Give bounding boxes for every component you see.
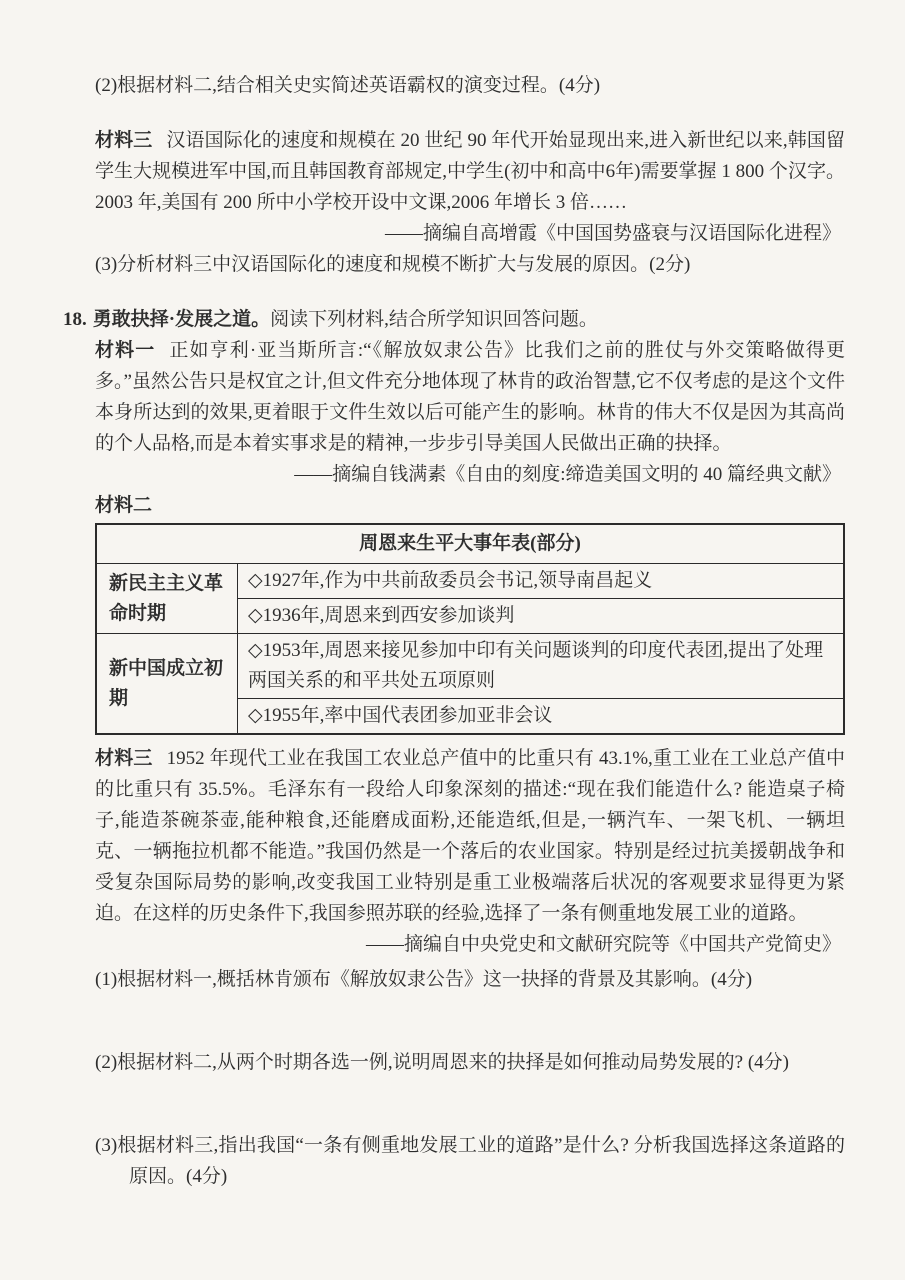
material-one-text: 正如亨利·亚当斯所言:“《解放奴隶公告》比我们之前的胜仗与外交策略做得更多。”虽然公告只是权宜之计,但文件充分地体现了林肯的政治智慧,它不仅考虑的是这个文件本身所达到的效果,更着眼于文件生效以后可能产生的影响。林肯的伟大不仅是因为其高尚的个人品格,而是本着实事求是的精神,一步步引导美国人民做出正确的抉择。 — [95, 340, 845, 454]
material-one-label: 材料一 — [95, 340, 156, 361]
material-three-prev-text: 汉语国际化的速度和规模在 20 世纪 90 年代开始显现出来,进入新世纪以来,韩国留学生大规模进军中国,而且韩国教育部规定,中学生(初中和高中6年)需要掌握 1 800 个汉字。2003 年,美国有 200 所中小学校开设中文课,2006 年增长 3 倍…… — [95, 130, 845, 213]
material-one — [95, 335, 845, 459]
table-row — [96, 634, 844, 699]
question-18-instruction: 阅读下列材料,结合所学知识回答问题。 — [270, 309, 598, 330]
question-18-topic: 勇敢抉择·发展之道。 — [92, 309, 271, 330]
event-cell-1955: ◇1955年,率中国代表团参加亚非会议 — [238, 699, 845, 735]
event-cell-1953: ◇1953年,周恩来接见参加中印有关问题谈判的印度代表团,提出了处理两国关系的和平共处五项原则 — [238, 634, 845, 699]
table-row — [96, 564, 844, 599]
material-one-source: ——摘编自钱满素《自由的刻度:缔造美国文明的 40 篇经典文献》 — [294, 464, 841, 485]
question-18-heading — [63, 304, 845, 335]
material-three-text: 1952 年现代工业在我国工农业总产值中的比重只有 43.1%,重工业在工业总产值中的比重只有 35.5%。毛泽东有一段给人印象深刻的描述:“现在我们能造什么? 能造桌子椅子,能造茶碗茶壶,能种粮食,还能磨成面粉,还能造纸,但是,一辆汽车、一架飞机、一辆坦克、一辆拖拉机都不能造。”我国仍然是一个落后的农业国家。特别是经过抗美援朝战争和受复杂国际局势的影响,改变我国工业特别是重工业极端落后状况的客观要求显得更为紧迫。在这样的历史条件下,我国参照苏联的经验,选择了一条有侧重地发展工业的道路。 — [95, 748, 845, 924]
period-cell-revolution-era: 新民主主义革命时期 — [96, 564, 238, 634]
event-cell-1936: ◇1936年,周恩来到西安参加谈判 — [238, 599, 845, 634]
event-cell-1927: ◇1927年,作为中共前敌委员会书记,领导南昌起义 — [238, 564, 845, 599]
question-18-part3: (3)根据材料三,指出我国“一条有侧重地发展工业的道路”是什么? 分析我国选择这条道路的原因。(4分) — [95, 1135, 845, 1187]
question-prev-part3: (3)分析材料三中汉语国际化的速度和规模不断扩大与发展的原因。(2分) — [95, 254, 691, 275]
material-three-label: 材料三 — [95, 748, 153, 769]
material-three — [95, 743, 845, 929]
question-18-number: 18. — [63, 309, 87, 330]
material-three-prev-label: 材料三 — [95, 130, 153, 151]
zhou-enlai-timeline-table — [95, 523, 845, 735]
period-cell-early-prc: 新中国成立初期 — [96, 634, 238, 735]
material-three-prev — [95, 125, 845, 218]
table-title-row — [96, 524, 844, 564]
question-18-part1: (1)根据材料一,概括林肯颁布《解放奴隶公告》这一抉择的背景及其影响。(4分) — [95, 969, 753, 990]
question-prev-part2: (2)根据材料二,结合相关史实简述英语霸权的演变过程。(4分) — [95, 75, 601, 96]
question-18-part2: (2)根据材料二,从两个时期各选一例,说明周恩来的抉择是如何推动局势发展的? (4分) — [95, 1052, 789, 1073]
table-title: 周恩来生平大事年表(部分) — [96, 524, 844, 564]
material-three-prev-source: ——摘编自高增霞《中国国势盛衰与汉语国际化进程》 — [384, 223, 841, 244]
material-three-source: ——摘编自中央党史和文献研究院等《中国共产党简史》 — [365, 934, 841, 955]
material-two-label: 材料二 — [95, 495, 153, 516]
